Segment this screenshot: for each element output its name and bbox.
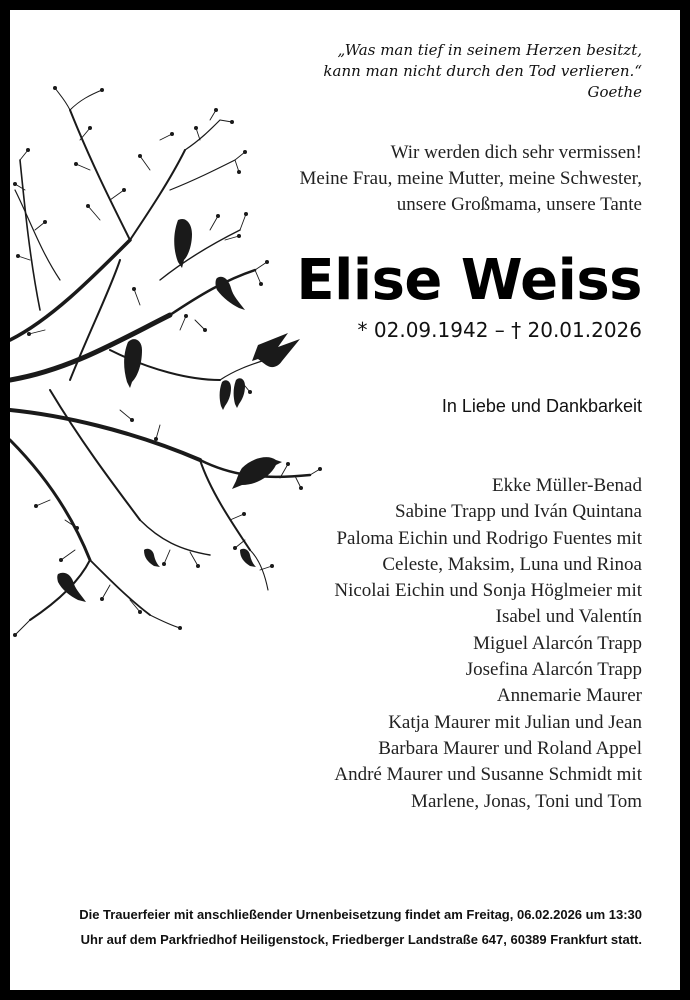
mourner-line: Sabine Trapp und Iván Quintana — [395, 501, 642, 523]
intro-line-2: Meine Frau, meine Mutter, meine Schwester, — [299, 168, 642, 189]
funeral-details-line-1: Die Trauerfeier mit anschließender Urnenbeisetzung findet am Freitag, 06.02.2026 um 13:30 — [79, 907, 642, 922]
mourner-line: Celeste, Maksim, Luna und Rinoa — [382, 553, 642, 575]
quote-author: Goethe — [587, 83, 642, 101]
mourner-line: Isabel und Valentín — [495, 606, 642, 628]
intro-line-1: Wir werden dich sehr vermissen! — [390, 142, 642, 163]
mourner-line: Barbara Maurer und Roland Appel — [378, 737, 642, 759]
intro-text — [222, 140, 642, 218]
mourner-line: Nicolai Eichin und Sonja Höglmeier mit — [334, 580, 642, 602]
mourner-line: André Maurer und Susanne Schmidt mit — [334, 764, 642, 786]
quote-block — [282, 40, 642, 103]
mourner-line: Annemarie Maurer — [496, 685, 642, 707]
obituary-card — [10, 10, 680, 990]
mourner-line: Miguel Alarcón Trapp — [473, 632, 642, 654]
mourner-line: Marlene, Jonas, Toni und Tom — [411, 790, 642, 812]
closing-phrase: In Liebe und Dankbarkeit — [441, 396, 642, 416]
mourner-line: Katja Maurer mit Julian und Jean — [388, 711, 642, 733]
deceased-name: Elise Weiss — [296, 248, 642, 313]
mourner-line: Josefina Alarcón Trapp — [465, 659, 642, 681]
funeral-details-line-2: Uhr auf dem Parkfriedhof Heiligenstock, Friedberger Landstraße 647, 60389 Frankfurt statt. — [80, 932, 642, 947]
life-dates: * 02.09.1942 – † 20.01.2026 — [357, 318, 642, 342]
funeral-details — [22, 902, 642, 952]
intro-line-3: unsere Großmama, unsere Tante — [396, 194, 642, 215]
quote-line-1: „Was man tief in seinem Herzen besitzt, — [337, 41, 642, 59]
mourner-line: Paloma Eichin und Rodrigo Fuentes mit — [336, 527, 642, 549]
quote-line-2: kann man nicht durch den Tod verlieren.“ — [323, 62, 642, 80]
mourner-line: Ekke Müller-Benad — [492, 475, 642, 496]
mourners-list — [222, 473, 642, 815]
